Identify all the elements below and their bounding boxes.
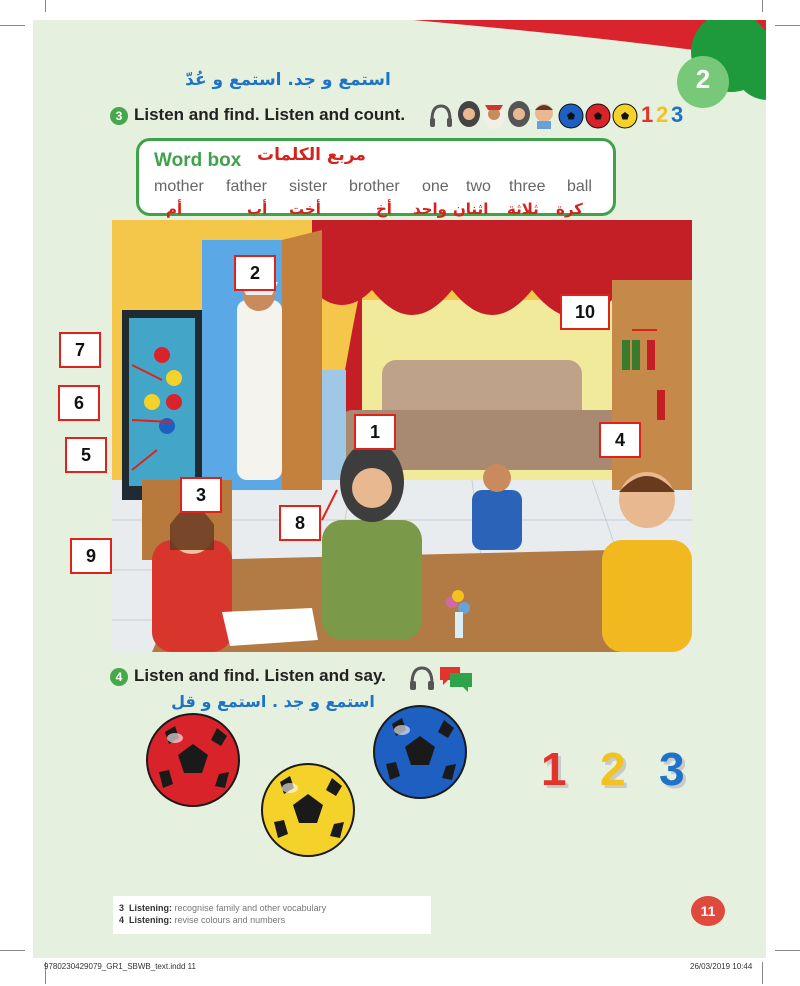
word-two: two xyxy=(466,178,491,195)
arabic-word-ball: كرة xyxy=(556,200,583,218)
yellow-ball xyxy=(260,762,356,858)
section3-heading: Listen and find. Listen and count. xyxy=(134,105,406,124)
word-brother: brother xyxy=(349,178,400,195)
section3-number-badge: 3 xyxy=(110,107,128,125)
sister-face-icon xyxy=(507,100,531,130)
section4-heading: Listen and find. Listen and say. xyxy=(134,666,386,685)
note-3: 3 Listening: recognise family and other vocabulary xyxy=(119,903,327,913)
word-mother: mother xyxy=(154,178,204,195)
headphones-icon xyxy=(408,664,436,692)
word-one: one xyxy=(422,178,449,195)
scene-label-5: 5 xyxy=(65,437,107,473)
arabic-word-two: اثنان xyxy=(453,200,489,218)
crop-mark xyxy=(762,962,763,984)
crop-mark xyxy=(0,950,25,951)
word-three: three xyxy=(509,178,546,195)
blue-ball-icon xyxy=(558,103,584,129)
scene-label-9: 9 xyxy=(70,538,112,574)
scene-label-2: 2 xyxy=(234,255,276,291)
footer-timestamp: 26/03/2019 10:44 xyxy=(690,962,753,971)
footer-file-info: 9780230429079_GR1_SBWB_text.indd 11 xyxy=(44,962,196,971)
header-number-2: 2 xyxy=(656,102,669,127)
word-sister: sister xyxy=(289,178,328,195)
textbook-page xyxy=(33,20,766,958)
father-face-icon xyxy=(482,100,506,130)
brother-face-icon xyxy=(532,100,556,130)
big-number-1: 1 xyxy=(541,743,567,795)
teacher-notes xyxy=(113,896,431,934)
header-number-1: 1 xyxy=(641,102,654,127)
scene-label-8: 8 xyxy=(279,505,321,541)
word-father: father xyxy=(226,178,267,195)
mother-face-icon xyxy=(457,100,481,130)
word-ball: ball xyxy=(567,178,592,195)
big-number-2: 2 xyxy=(600,743,626,795)
arabic-word-sister: أخت xyxy=(289,200,321,218)
headphones-icon xyxy=(428,102,454,130)
section3-arabic-title: استمع و جد. استمع و عُدّ xyxy=(185,70,391,90)
arabic-word-three: ثلاثة xyxy=(507,200,539,218)
scene-label-3: 3 xyxy=(180,477,222,513)
crop-mark xyxy=(45,0,46,12)
blue-ball xyxy=(372,704,468,800)
crop-mark xyxy=(775,950,800,951)
arabic-word-one: واحد xyxy=(413,200,447,218)
note-4: 4 Listening: revise colours and numbers xyxy=(119,915,286,925)
header-icons xyxy=(428,100,728,132)
red-ball xyxy=(145,712,241,808)
big-number-3: 3 xyxy=(659,743,685,795)
arabic-word-brother: أخ xyxy=(376,200,392,218)
scene-label-10: 10 xyxy=(560,294,610,330)
arabic-word-mother: أم xyxy=(166,200,183,218)
section4-number-badge: 4 xyxy=(110,668,128,686)
scene-label-7: 7 xyxy=(59,332,101,368)
speech-bubbles-icon xyxy=(438,664,474,694)
header-number-3: 3 xyxy=(671,102,684,127)
crop-mark xyxy=(762,0,763,12)
arabic-word-father: أب xyxy=(247,200,268,218)
section4-arabic-title: استمع و جد . استمع و قل xyxy=(171,692,375,711)
word-box-arabic-title: مربع الكلمات xyxy=(257,145,366,165)
red-ball-icon xyxy=(585,103,611,129)
yellow-ball-icon xyxy=(612,103,638,129)
page-number: 11 xyxy=(691,896,725,926)
unit-number: 2 xyxy=(695,64,711,94)
word-box-title: Word box xyxy=(154,150,242,171)
scene-label-4: 4 xyxy=(599,422,641,458)
scene-label-6: 6 xyxy=(58,385,100,421)
crop-mark xyxy=(775,25,800,26)
scene-label-1: 1 xyxy=(354,414,396,450)
crop-mark xyxy=(0,25,25,26)
